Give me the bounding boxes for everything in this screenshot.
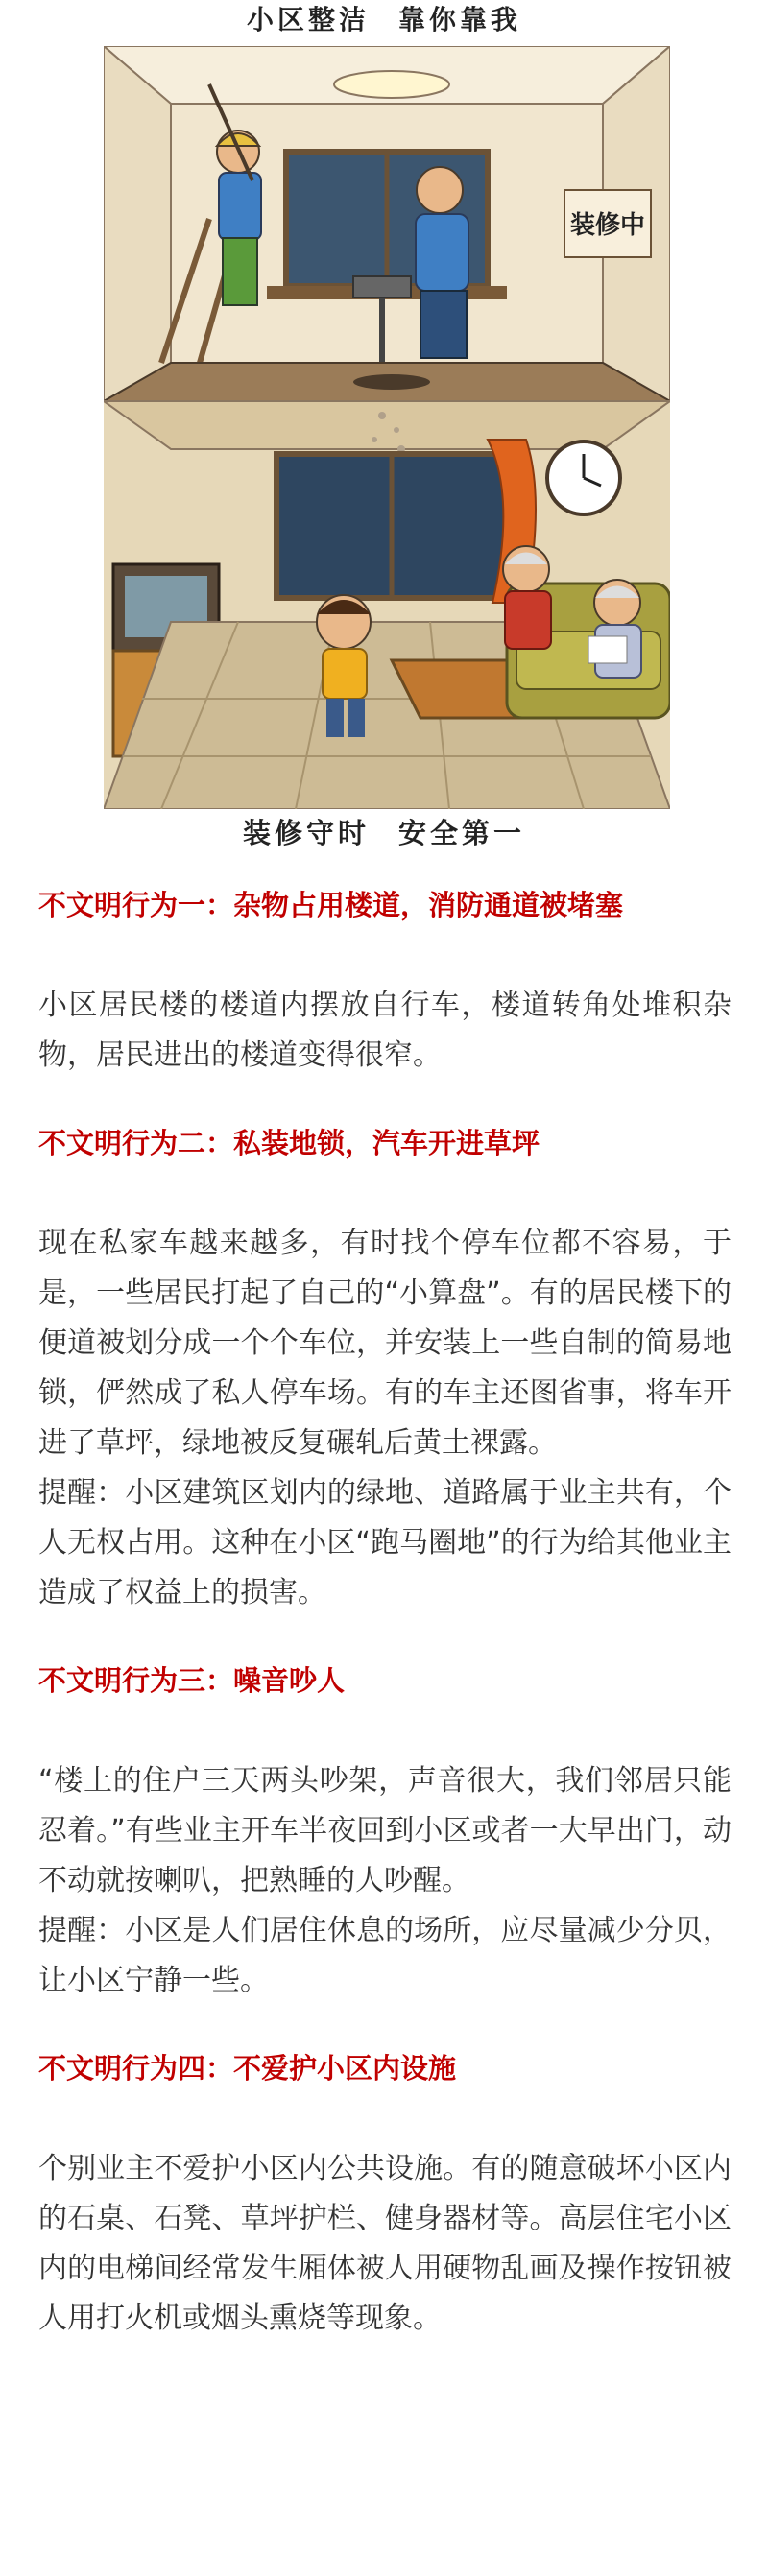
poster-title-right: 靠你靠我 [398,4,522,36]
poster-caption-left: 装修守时 [242,817,370,849]
poster-illustration [0,0,768,869]
section-3-reminder: 提醒：小区是人们居住休息的场所，应尽量减少分贝，让小区宁静一些。 [38,1914,732,1997]
section-2-paragraph: 现在私家车越来越多，有时找个停车位都不容易，于是，一些居民打起了自己的“小算盘”。有的居民楼下的便道被划分成一个个车位，并安装上一些自制的简易地锁，俨然成了私人停车场。有的车主还图省事，将车开进了草坪，绿地被反复碾轧后黄土裸露。 [38,1227,732,1460]
section-3-paragraph: “楼上的住户三天两头吵架，声音很大，我们邻居只能忍着。”有些业主开车半夜回到小区或者一大早出门，动不动就按喇叭，把熟睡的人吵醒。 [38,1764,732,1897]
article-body [38,864,732,2344]
section-1-heading: 不文明行为一：杂物占用楼道，消防通道被堵塞 [38,889,624,921]
poster-caption-right: 安全第一 [398,817,526,849]
poster-title-left: 小区整洁 [246,4,370,36]
poster-caption [0,814,768,852]
renovation-sign: 装修中 [569,211,646,240]
section-4-paragraph: 个别业主不爱护小区内公共设施。有的随意破坏小区内的石桌、石凳、草坪护栏、健身器材等。高层住宅小区内的电梯间经常发生厢体被人用硬物乱画及操作按钮被人用打火机或烟头熏烧等现象。 [38,2152,732,2335]
section-1-paragraph: 小区居民楼的楼道内摆放自行车，楼道转角处堆积杂物，居民进出的楼道变得很窄。 [38,989,732,1072]
poster-title [0,0,768,40]
section-3-heading: 不文明行为三：噪音吵人 [38,1664,346,1697]
section-2-reminder: 提醒：小区建筑区划内的绿地、道路属于业主共有，个人无权占用。这种在小区“跑马圈地”的行为给其他业主造成了权益上的损害。 [38,1476,732,1610]
renovation-cartoon-image [104,46,670,809]
section-4-heading: 不文明行为四：不爱护小区内设施 [38,2052,457,2085]
section-2-heading: 不文明行为二：私装地锁，汽车开进草坪 [38,1127,540,1159]
